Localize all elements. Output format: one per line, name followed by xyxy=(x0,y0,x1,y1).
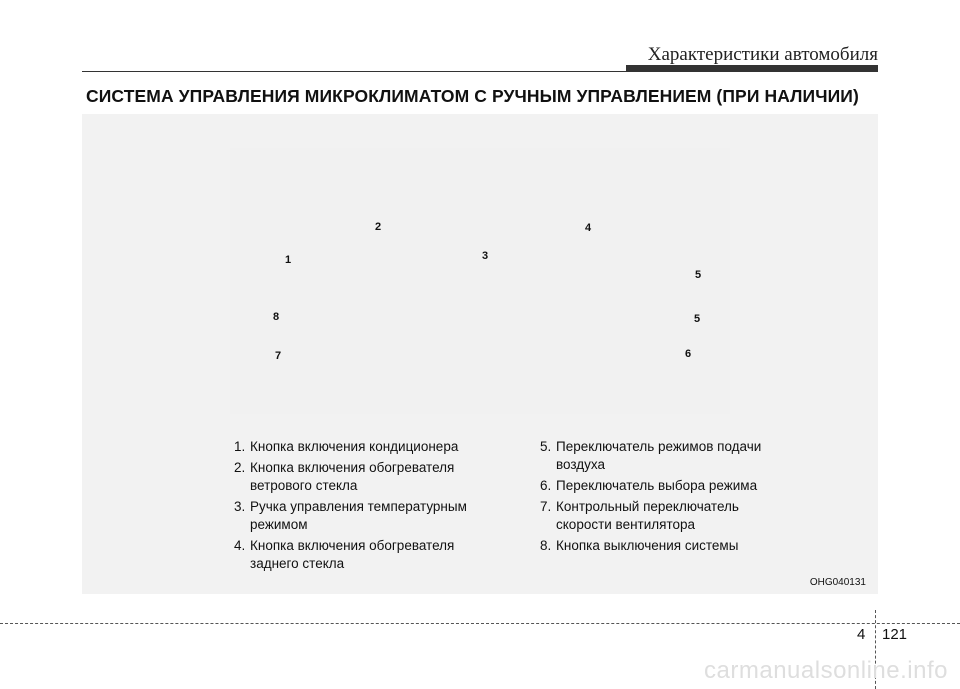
callout-8: 8 xyxy=(272,311,280,323)
legend-item: 5. Переключатель режимов подачи воздуха xyxy=(540,439,762,472)
legend-item: 2. Кнопка включения обогревателя ветрового стекла xyxy=(234,460,455,493)
legend-item: 7. Контрольный переключатель скорости вентилятора xyxy=(540,499,739,532)
figure-code: OHG040131 xyxy=(809,577,866,588)
footer-divider xyxy=(0,623,960,624)
callout-3: 3 xyxy=(481,250,489,262)
section-header: Характеристики автомобиля xyxy=(647,44,878,65)
legend-item: 6. Переключатель выбора режима xyxy=(540,478,758,493)
legend-right xyxy=(540,438,761,558)
callout-4: 4 xyxy=(584,222,592,234)
control-panel-illustration xyxy=(230,148,730,414)
legend-left xyxy=(234,438,467,576)
callout-2: 2 xyxy=(374,221,382,233)
legend-item: 1. Кнопка включения кондиционера xyxy=(234,439,459,454)
watermark: carmanualsonline.info xyxy=(704,657,948,684)
legend-item: 3. Ручка управления температурным режимом xyxy=(234,499,467,532)
chapter-number: 4 xyxy=(857,626,866,643)
figure xyxy=(82,114,878,594)
header-rule xyxy=(82,71,878,72)
legend-item: 4. Кнопка включения обогревателя заднего стекла xyxy=(234,538,455,571)
page-title: СИСТЕМА УПРАВЛЕНИЯ МИКРОКЛИМАТОМ С РУЧНЫМ УПРАВЛЕНИЕМ (ПРИ НАЛИЧИИ) xyxy=(86,86,859,106)
callout-7: 7 xyxy=(274,350,282,362)
callout-1: 1 xyxy=(284,254,292,266)
callout-5-upper: 5 xyxy=(694,269,702,281)
callout-6: 6 xyxy=(684,348,692,360)
header-rule-accent xyxy=(626,65,878,71)
legend-item: 8. Кнопка выключения системы xyxy=(540,538,739,553)
page-number: 121 xyxy=(882,626,908,643)
callout-5-lower: 5 xyxy=(693,313,701,325)
